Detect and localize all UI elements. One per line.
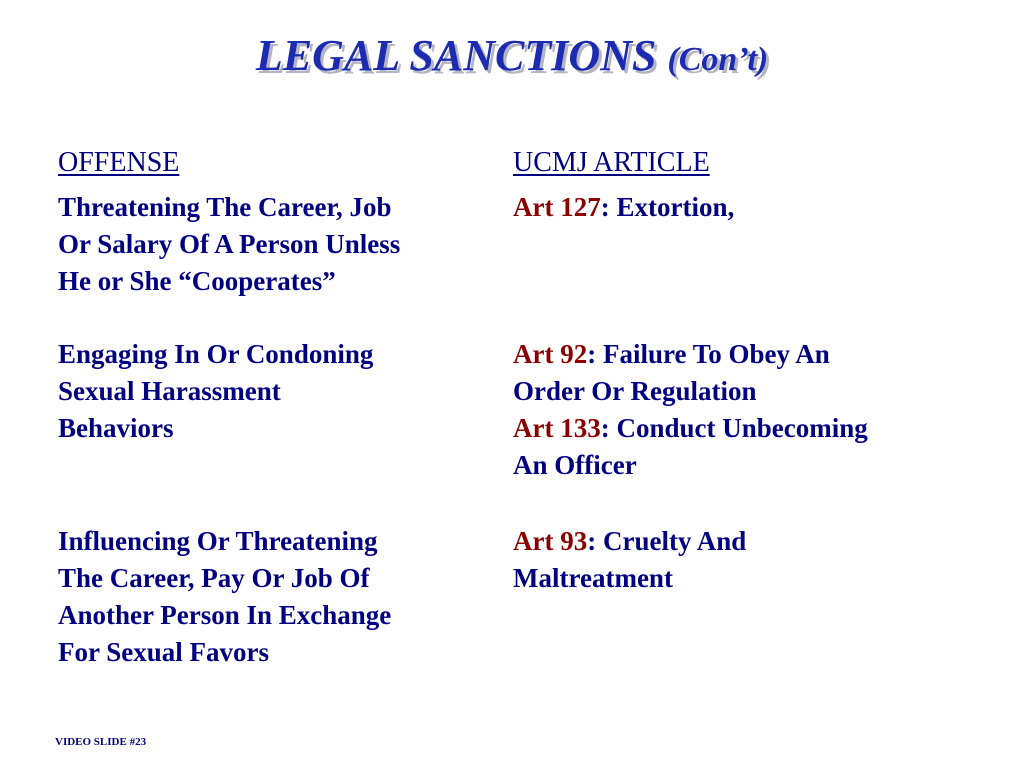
offense-item-1 xyxy=(58,189,400,300)
article-number: Art 92 xyxy=(513,339,588,369)
offense-line: Or Salary Of A Person Unless xyxy=(58,229,401,259)
offense-line: For Sexual Favors xyxy=(58,637,269,667)
article-line: An Officer xyxy=(513,450,637,480)
offense-line: The Career, Pay Or Job Of xyxy=(58,563,370,593)
slide-title-sub: (Con’t) xyxy=(667,41,769,78)
article-description: : Failure To Obey An xyxy=(587,339,830,369)
article-number: Art 93 xyxy=(513,526,588,556)
article-item-3 xyxy=(513,523,746,597)
article-number: Art 127 xyxy=(513,192,601,222)
offense-line: Influencing Or Threatening xyxy=(58,526,378,556)
slide-title xyxy=(0,31,1024,80)
offense-line: He or She “Cooperates” xyxy=(58,266,336,296)
offense-item-3 xyxy=(58,523,391,671)
article-item-1 xyxy=(513,189,734,226)
offense-line: Another Person In Exchange xyxy=(58,600,392,630)
article-description: : Conduct Unbecoming xyxy=(600,413,868,443)
article-description: : Cruelty And xyxy=(587,526,747,556)
offense-item-2 xyxy=(58,336,373,447)
ucmj-article-column-header: UCMJ ARTICLE xyxy=(513,147,710,178)
slide-footer: VIDEO SLIDE #23 xyxy=(55,736,147,748)
article-line xyxy=(513,523,746,560)
article-line: Order Or Regulation xyxy=(513,376,757,406)
offense-column-header: OFFENSE xyxy=(58,147,180,178)
offense-line: Sexual Harassment xyxy=(58,376,281,406)
article-line xyxy=(513,336,868,373)
article-line: Maltreatment xyxy=(513,563,673,593)
offense-line: Threatening The Career, Job xyxy=(58,192,392,222)
article-description: : Extortion, xyxy=(600,192,735,222)
article-line xyxy=(513,410,868,447)
article-number: Art 133 xyxy=(513,413,601,443)
article-line xyxy=(513,189,734,226)
slide-title-main: LEGAL SANCTIONS xyxy=(255,31,657,80)
offense-line: Engaging In Or Condoning xyxy=(58,339,374,369)
offense-line: Behaviors xyxy=(58,413,174,443)
article-item-2 xyxy=(513,336,868,484)
